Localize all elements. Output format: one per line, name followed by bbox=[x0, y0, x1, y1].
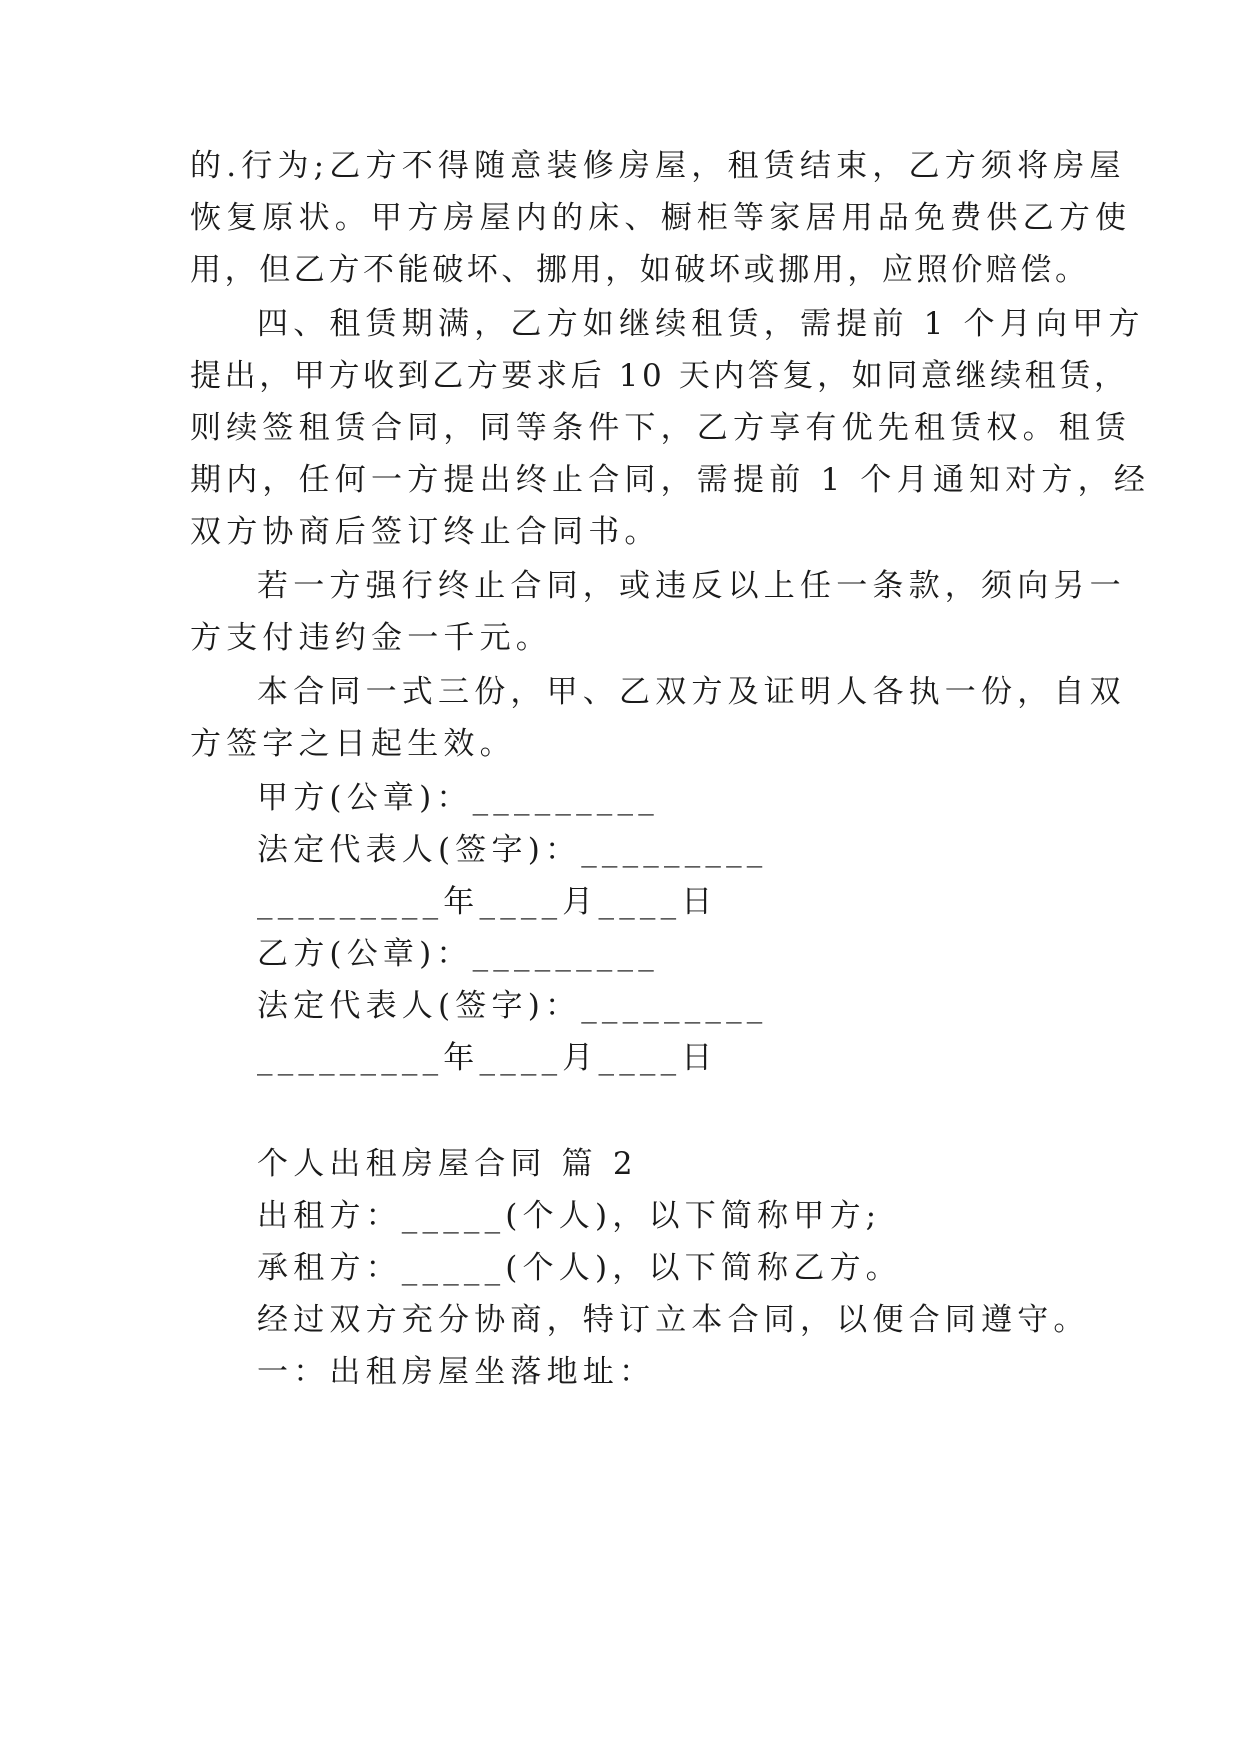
paragraph-line: 出租方：_____(个人)，以下简称甲方; bbox=[257, 1198, 882, 1234]
paragraph-line: 若一方强行终止合同，或违反以上任一条款，须向另一 bbox=[257, 568, 1126, 604]
date-line-party-b: _________年____月____日 bbox=[257, 1040, 718, 1076]
paragraph-line: 用，但乙方不能破坏、挪用，如破坏或挪用，应照价赔偿。 bbox=[190, 252, 1090, 288]
paragraph-line: 方支付违约金一千元。 bbox=[190, 620, 552, 656]
paragraph-line: 双方协商后签订终止合同书。 bbox=[190, 514, 661, 550]
signature-line-party-b-seal: 乙方(公章)：_________ bbox=[257, 936, 659, 972]
paragraph-line: 恢复原状。甲方房屋内的床、橱柜等家居用品免费供乙方使 bbox=[190, 200, 1132, 236]
paragraph-line: 的.行为;乙方不得随意装修房屋，租赁结束，乙方须将房屋 bbox=[190, 148, 1126, 184]
paragraph-line: 期内，任何一方提出终止合同，需提前 1 个月通知对方，经 bbox=[190, 462, 1151, 498]
section-title: 个人出租房屋合同 篇 2 bbox=[257, 1146, 638, 1182]
signature-line-party-b-representative: 法定代表人(签字)：_________ bbox=[257, 988, 768, 1024]
paragraph-line: 经过双方充分协商，特订立本合同，以便合同遵守。 bbox=[257, 1302, 1090, 1338]
paragraph-line: 方签字之日起生效。 bbox=[190, 726, 516, 762]
paragraph-line: 提出，甲方收到乙方要求后 10 天内答复，如同意继续租赁， bbox=[190, 358, 1129, 394]
date-line-party-a: _________年____月____日 bbox=[257, 884, 718, 920]
paragraph-line: 本合同一式三份，甲、乙双方及证明人各执一份，自双 bbox=[257, 674, 1126, 710]
paragraph-line: 承租方：_____(个人)，以下简称乙方。 bbox=[257, 1250, 902, 1286]
signature-line-party-a-representative: 法定代表人(签字)：_________ bbox=[257, 832, 768, 868]
signature-line-party-a-seal: 甲方(公章)：_________ bbox=[257, 780, 659, 816]
paragraph-line: 四、租赁期满，乙方如继续租赁，需提前 1 个月向甲方 bbox=[257, 306, 1145, 342]
paragraph-line: 则续签租赁合同，同等条件下，乙方享有优先租赁权。租赁 bbox=[190, 410, 1132, 446]
paragraph-line: 一：出租房屋坐落地址： bbox=[257, 1354, 656, 1390]
